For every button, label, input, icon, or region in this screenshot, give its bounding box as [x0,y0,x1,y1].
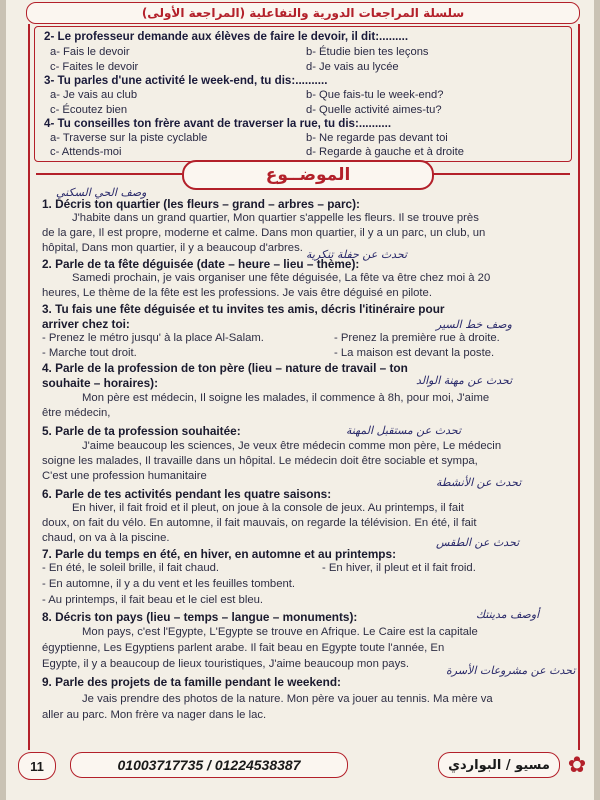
topic-4-title-2: souhaite – horaires): [42,376,159,390]
topic-3-step-b: - Prenez la première rue à droite. [334,332,500,344]
page-number-badge [18,752,56,780]
title-rule-right [430,173,570,175]
exercise-4-option-b: b- Ne regarde pas devant toi [306,132,448,144]
exercise-2-option-a: a- Fais le devoir [50,46,130,58]
author-name: مسيو / البواردي [448,757,550,773]
phone-numbers: 01003717735 / 01224538387 [117,757,301,773]
handwritten-note-1: وصف الحي السكني [56,186,147,199]
topic-6-line-2: doux, on fait du vélo. En automne, il fait mauvais, on regarde la télévision. En été, il fait [42,517,477,529]
exercise-3-question: 3- Tu parles d'une activité le week-end, tu dis:.......... [44,74,328,87]
exercise-3-option-c: c- Écoutez bien [50,104,128,116]
exercise-2-option-d: d- Je vais au lycée [306,61,399,73]
handwritten-note-5: تحدث عن مستقبل المهنة [346,424,462,437]
topic-2-line-2: heures, Le thème de la fête est les professions. Je vais être déguisé en pilote. [42,287,432,299]
topic-7-title: 7. Parle du temps en été, en hiver, en automne et au printemps: [42,547,397,561]
exercise-4-option-a: a- Traverse sur la piste cyclable [50,132,208,144]
exercise-3-option-d: d- Quelle activité aimes-tu? [306,104,442,116]
series-title: سلسلة المراجعات الدورية والتفاعلية (المراجعة الأولى) [141,6,465,20]
topic-3-step-a: - Prenez le métro jusqu' à la place Al-Salam. [42,332,264,344]
exercise-4-option-c: c- Attends-moi [50,146,122,158]
topic-9-line-2: aller au parc. Mon frère va nager dans le lac. [42,709,267,721]
topic-3-step-d: - La maison est devant la poste. [334,347,495,359]
series-title-banner [26,2,580,24]
worksheet-page [6,0,594,800]
topic-6-title: 6. Parle de tes activités pendant les quatre saisons: [42,487,332,501]
topic-1-line-2: de la gare, Il est propre, moderne et calme. Dans mon quartier, il y a un parc, un club, un [42,227,486,239]
phone-numbers-badge [70,752,348,778]
topic-9-title: 9. Parle des projets de ta famille pendant le weekend: [42,675,341,689]
topic-8-line-3: Egypte, il y a beaucoup de lieux touristiques, J'aime beaucoup mon pays. [42,658,410,670]
topic-6-line-1: En hiver, il fait froid et il pleut, on joue à la console de jeux. Au printemps, il fait [72,502,464,514]
handwritten-note-9: تحدث عن مشروعات الأسرة [446,664,576,677]
topic-4-line-2: être médecin, [42,407,111,419]
topic-7-line-c: - En automne, il y a du vent et les feuilles tombent. [42,578,296,590]
author-badge [438,752,560,778]
topic-5-line-2: soigne les malades, Il travaille dans un hôpital. Le médecin doit être sociable et sympa, [42,455,478,467]
footer [18,752,586,778]
topic-1-title: 1. Décris ton quartier (les fleurs – grand – arbres – parc): [42,197,360,211]
topic-8-line-2: égyptienne, Les Egyptiens parlent arabe. Il fait beau en Egypte toute l'année, En [42,642,445,654]
topic-2-title: 2. Parle de ta fête déguisée (date – heure – lieu – thème): [42,257,360,271]
topic-8-title: 8. Décris ton pays (lieu – temps – langue – monuments): [42,610,358,624]
topic-5-line-1: J'aime beaucoup les sciences, Je veux être médecin comme mon père, Le médecin [82,440,502,452]
handwritten-note-3: وصف خط السير [436,318,512,331]
topic-8-line-1: Mon pays, c'est l'Egypte, L'Egypte se trouve en Afrique. Le Caire est la capitale [82,626,478,638]
topic-1-line-1: J'habite dans un grand quartier, Mon quartier s'appelle les fleurs. Il se trouve près [72,212,479,224]
section-title: الموضــوع [265,165,351,185]
topic-9-line-1: Je vais prendre des photos de la nature. Mon père va jouer au tennis. Ma mère va [82,693,493,705]
topic-3-title-2: arriver chez toi: [42,317,130,331]
topic-5-title: 5. Parle de ta profession souhaitée: [42,424,241,438]
exercise-3-option-b: b- Que fais-tu le week-end? [306,89,444,101]
topic-6-line-3: chaud, on va à la piscine. [42,532,170,544]
topic-3-title-1: 3. Tu fais une fête déguisée et tu invites tes amis, décris l'itinéraire pour [42,302,445,316]
handwritten-note-7: تحدث عن الطقس [436,536,520,549]
handwritten-note-6: تحدث عن الأنشطة [436,476,522,489]
topic-3-step-c: - Marche tout droit. [42,347,137,359]
topic-7-line-b: - En hiver, il pleut et il fait froid. [322,562,476,574]
handwritten-note-8: أوصف مدينتك [476,608,540,621]
topic-7-line-a: - En été, le soleil brille, il fait chaud. [42,562,220,574]
handwritten-note-2: تحدث عن حفلة تنكرية [306,248,408,261]
exercise-4-question: 4- Tu conseilles ton frère avant de traverser la rue, tu dis:.......... [44,117,392,130]
exercise-2-question: 2- Le professeur demande aux élèves de faire le devoir, il dit:......... [44,30,409,43]
topic-4-title-1: 4. Parle de la profession de ton père (lieu – nature de travail – ton [42,361,408,375]
title-rule-left [36,173,182,175]
exercise-3-option-a: a- Je vais au club [50,89,138,101]
topic-1-line-3: hôpital, Dans mon quartier, il y a beaucoup d'arbres. [42,242,303,254]
topic-5-line-3: C'est une profession humanitaire [42,470,207,482]
exercise-2-option-c: c- Faites le devoir [50,61,139,73]
flower-ornament-icon: ✿ [567,752,587,777]
handwritten-note-4: تحدث عن مهنة الوالد [416,374,513,387]
page-number: 11 [30,758,44,774]
topic-7-line-d: - Au printemps, il fait beau et le ciel est bleu. [42,594,264,606]
exercise-4-option-d: d- Regarde à gauche et à droite [306,146,464,158]
topic-2-line-1: Samedi prochain, je vais organiser une fête déguisée, La fête va être chez moi à 20 [72,272,491,284]
section-title-banner [182,160,434,190]
exercise-2-option-b: b- Étudie bien tes leçons [306,46,429,58]
topic-4-line-1: Mon père est médecin, Il soigne les malades, il commence à 8h, pour moi, J'aime [82,392,490,404]
